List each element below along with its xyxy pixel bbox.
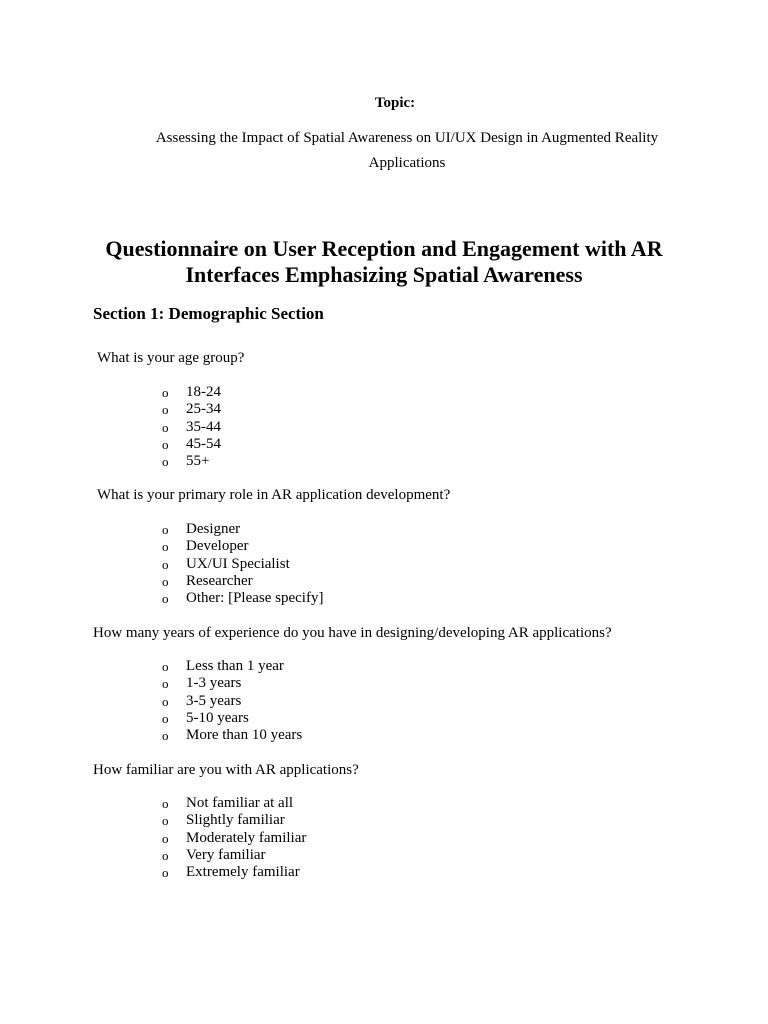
option-item[interactable] bbox=[162, 675, 302, 692]
circle-bullet-icon: o bbox=[162, 454, 169, 470]
option-item[interactable] bbox=[162, 401, 221, 418]
option-item[interactable] bbox=[162, 573, 323, 590]
option-item[interactable] bbox=[162, 436, 221, 453]
options-ar-familiarity bbox=[162, 795, 306, 881]
circle-bullet-icon: o bbox=[162, 522, 169, 537]
circle-bullet-icon: o bbox=[162, 676, 169, 692]
option-item[interactable] bbox=[162, 812, 306, 829]
option-label: 55+ bbox=[186, 453, 210, 470]
page-title: Questionnaire on User Reception and Engagement with AR Interfaces Emphasizing Spatial Awareness bbox=[105, 236, 663, 287]
circle-bullet-icon: o bbox=[162, 573, 169, 589]
circle-bullet-icon: o bbox=[162, 710, 169, 726]
circle-bullet-icon: o bbox=[162, 847, 169, 863]
circle-bullet-icon: o bbox=[162, 659, 169, 674]
circle-bullet-icon: o bbox=[162, 556, 169, 572]
circle-bullet-icon: o bbox=[162, 693, 169, 709]
section-heading: Section 1: Demographic Section bbox=[93, 304, 324, 323]
option-item[interactable] bbox=[162, 658, 302, 675]
option-label: 25-34 bbox=[186, 401, 221, 418]
option-item[interactable] bbox=[162, 538, 323, 555]
option-item[interactable] bbox=[162, 847, 306, 864]
option-label: 45-54 bbox=[186, 435, 221, 452]
question-primary-role: What is your primary role in AR application development? bbox=[97, 487, 451, 503]
option-label: Extremely familiar bbox=[186, 864, 300, 881]
circle-bullet-icon: o bbox=[162, 419, 169, 435]
option-item[interactable] bbox=[162, 521, 323, 538]
circle-bullet-icon: o bbox=[162, 728, 169, 744]
options-primary-role bbox=[162, 521, 323, 607]
option-label: 35-44 bbox=[186, 418, 221, 435]
circle-bullet-icon: o bbox=[162, 436, 169, 452]
option-item[interactable] bbox=[162, 419, 221, 436]
topic-text: Assessing the Impact of Spatial Awareness on UI/UX Design in Augmented Reality Applications bbox=[155, 130, 659, 171]
option-label: 1-3 years bbox=[186, 675, 242, 692]
option-label: Less than 1 year bbox=[186, 658, 284, 674]
option-label: Researcher bbox=[186, 572, 253, 589]
options-experience-years bbox=[162, 658, 302, 744]
option-item[interactable] bbox=[162, 727, 302, 744]
option-item[interactable] bbox=[162, 795, 306, 812]
option-item[interactable] bbox=[162, 830, 306, 847]
circle-bullet-icon: o bbox=[162, 865, 169, 881]
options-age-group bbox=[162, 384, 221, 470]
question-age-group: What is your age group? bbox=[97, 350, 245, 366]
circle-bullet-icon: o bbox=[162, 539, 169, 555]
question-ar-familiarity: How familiar are you with AR applications? bbox=[93, 762, 359, 778]
circle-bullet-icon: o bbox=[162, 385, 169, 400]
circle-bullet-icon: o bbox=[162, 796, 169, 811]
option-item[interactable] bbox=[162, 864, 306, 881]
option-label: 18-24 bbox=[186, 384, 221, 400]
option-label: Developer bbox=[186, 538, 249, 555]
option-item[interactable] bbox=[162, 590, 323, 607]
option-item[interactable] bbox=[162, 556, 323, 573]
option-label: 3-5 years bbox=[186, 692, 242, 709]
option-item[interactable] bbox=[162, 710, 302, 727]
circle-bullet-icon: o bbox=[162, 813, 169, 829]
topic-label: Topic: bbox=[374, 95, 416, 111]
option-label: UX/UI Specialist bbox=[186, 555, 290, 572]
option-label: Designer bbox=[186, 521, 241, 537]
circle-bullet-icon: o bbox=[162, 402, 169, 418]
option-item[interactable] bbox=[162, 384, 221, 401]
option-item[interactable] bbox=[162, 453, 221, 470]
question-experience-years: How many years of experience do you have in designing/developing AR applications? bbox=[93, 625, 612, 641]
circle-bullet-icon: o bbox=[162, 591, 169, 607]
option-label: Slightly familiar bbox=[186, 812, 285, 829]
option-label: Not familiar at all bbox=[186, 795, 294, 811]
circle-bullet-icon: o bbox=[162, 830, 169, 846]
option-item[interactable] bbox=[162, 693, 302, 710]
option-label: Moderately familiar bbox=[186, 829, 307, 846]
option-label: Other: [Please specify] bbox=[186, 590, 324, 607]
option-label: More than 10 years bbox=[186, 727, 303, 744]
option-label: Very familiar bbox=[186, 846, 266, 863]
option-label: 5-10 years bbox=[186, 709, 249, 726]
